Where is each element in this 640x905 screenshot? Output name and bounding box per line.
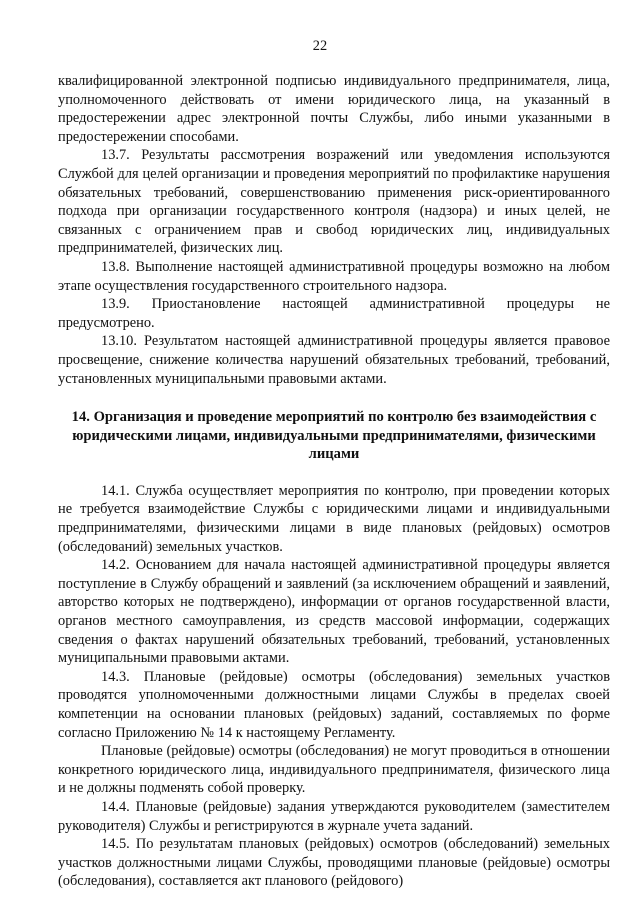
section-heading-14: 14. Организация и проведение мероприятий по контролю без взаимодействия с юридическими лицами, индивидуальными предпринимателями, физическими лицами <box>71 409 597 463</box>
paragraph-continuation: квалифицированной электронной подписью индивидуального предпринимателя, лица, уполномоченного действовать от имени юридического лица, на указанный в предостережении адрес электронной почты Службы, либо иными указанными в предостережении способами. <box>58 73 610 145</box>
paragraph-14-3: 14.3. Плановые (рейдовые) осмотры (обследования) земельных участков проводятся уполномоченными должностными лицами Службы в пределах своей компетенции на основании плановых (рейдовых) заданий, составляемых по форме согласно Приложению № 14 к настоящему Регламенту. <box>58 668 610 741</box>
paragraph-14-4: 14.4. Плановые (рейдовые) задания утверждаются руководителем (заместителем руководителя) Службы и регистрируются в журнале учета заданий. <box>58 798 610 834</box>
page-content <box>58 72 610 891</box>
paragraph-13-10: 13.10. Результатом настоящей административной процедуры является правовое просвещение, снижение количества нарушений обязательных требований, требований, установленных муниципальными правовыми актами. <box>58 333 610 387</box>
page-number: 22 <box>312 38 328 54</box>
paragraph-13-8: 13.8. Выполнение настоящей административной процедуры возможно на любом этапе осуществления государственного строительного надзора. <box>58 258 610 294</box>
paragraph-14-3-note: Плановые (рейдовые) осмотры (обследования) не могут проводиться в отношении конкретного юридического лица, индивидуального предпринимателя, физического лица и не должны подменять собой проверку. <box>58 743 610 797</box>
paragraph-14-5: 14.5. По результатам плановых (рейдовых) осмотров (обследований) земельных участков должностными лицами Службы, проводящими плановые (рейдовые) осмотры (обследования), составляется акт планового (рейдового) <box>58 836 610 890</box>
paragraph-14-1: 14.1. Служба осуществляет мероприятия по контролю, при проведении которых не требуется взаимодействие Службы с юридическими лицами и индивидуальными предпринимателями, физическими лицами в виде плановых (рейдовых) осмотров (обследований) земельных участков. <box>58 482 610 555</box>
paragraph-14-2: 14.2. Основанием для начала настоящей административной процедуры является поступление в Службу обращений и заявлений (за исключением обращений и заявлений, авторство которых не подтверждено), информации от органов государственной власти, органов местного самоуправления, из средств массовой информации, содержащих сведения о фактах нарушений обязательных требований, требований, установленных муниципальными правовыми актами. <box>58 557 610 667</box>
paragraph-13-7: 13.7. Результаты рассмотрения возражений или уведомления используются Службой для целей организации и проведения мероприятий по профилактике нарушения обязательных требований, совершенствованию применения риск-ориентированного подхода при организации государственного контроля (надзора) и иных целей, не связанных с ограничением прав и свобод юридических лиц, индивидуальных предпринимателей, физических лиц. <box>58 147 610 257</box>
paragraph-13-9: 13.9. Приостановление настоящей административной процедуры не предусмотрено. <box>58 296 610 331</box>
